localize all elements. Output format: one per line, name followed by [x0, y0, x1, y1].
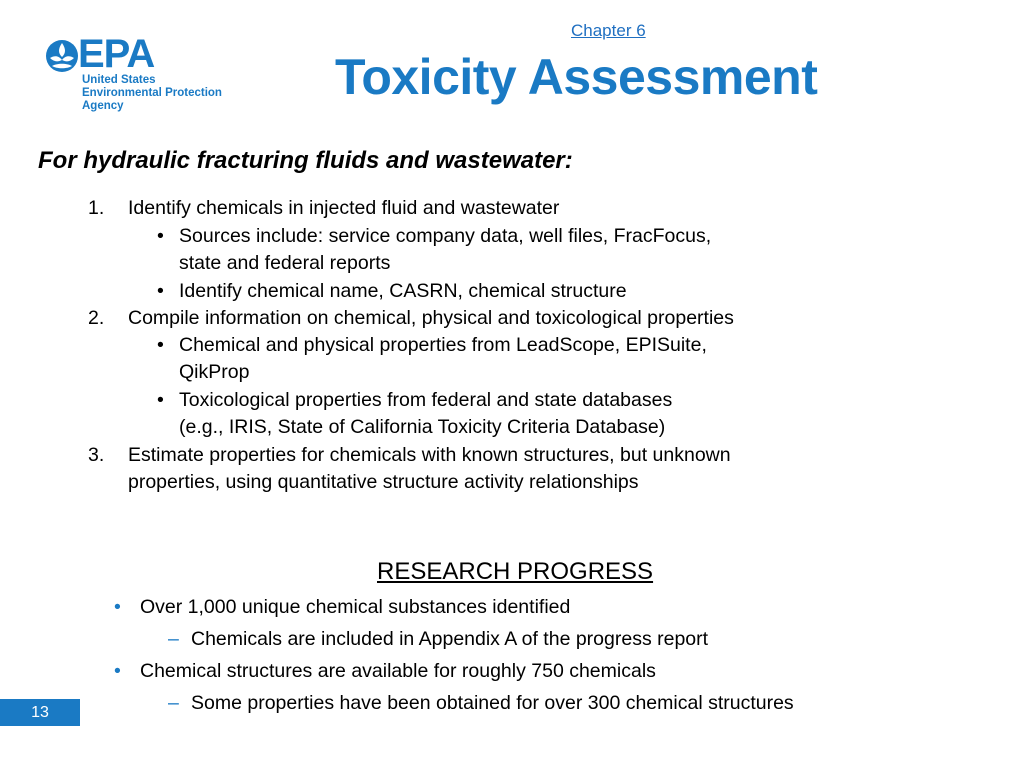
bullet-text: Chemical and physical properties from LeadScope, EPISuite,	[179, 334, 707, 356]
logo-wordmark: EPA	[78, 32, 155, 76]
step-text: Estimate properties for chemicals with known structures, but unknown	[128, 444, 731, 466]
bullet-text: Toxicological properties from federal and state databases	[179, 389, 673, 411]
progress-item-text: Chemical structures are available for roughly 750 chemicals	[140, 660, 656, 682]
bullet-icon: •	[157, 225, 164, 247]
progress-subitem-text: Some properties have been obtained for over 300 chemical structures	[191, 692, 794, 714]
progress-item-text: Over 1,000 unique chemical substances identified	[140, 596, 571, 618]
bullet-icon: •	[114, 596, 121, 618]
logo-line-1: United States	[82, 74, 156, 86]
bullet-text: (e.g., IRIS, State of California Toxicity Criteria Database)	[179, 416, 666, 438]
epa-logo	[44, 32, 244, 114]
research-progress-title: RESEARCH PROGRESS	[377, 558, 654, 585]
slide-title: Toxicity Assessment	[335, 49, 818, 105]
step-text: properties, using quantitative structure activity relationships	[128, 471, 639, 493]
logo-line-2: Environmental Protection	[82, 87, 222, 99]
chapter-link[interactable]: Chapter 6	[571, 21, 646, 40]
bullet-text: state and federal reports	[179, 252, 391, 274]
page-number: 13	[0, 699, 80, 726]
bullet-text: Sources include: service company data, well files, FracFocus,	[179, 225, 712, 247]
epa-flower-icon	[44, 38, 80, 74]
step-text: Compile information on chemical, physical and toxicological properties	[128, 307, 734, 329]
section-heading: For hydraulic fracturing fluids and wastewater:	[38, 147, 573, 174]
step-text: Identify chemicals in injected fluid and wastewater	[128, 197, 560, 219]
bullet-icon: •	[157, 389, 164, 411]
bullet-text: QikProp	[179, 361, 250, 383]
step-number: 2.	[88, 307, 105, 329]
step-number: 3.	[88, 444, 105, 466]
bullet-icon: •	[157, 280, 164, 302]
progress-subitem-text: Chemicals are included in Appendix A of the progress report	[191, 628, 709, 650]
step-number: 1.	[88, 197, 105, 219]
bullet-text: Identify chemical name, CASRN, chemical structure	[179, 280, 627, 302]
bullet-icon: •	[114, 660, 121, 682]
bullet-icon: •	[157, 334, 164, 356]
logo-line-3: Agency	[82, 100, 124, 112]
dash-icon: –	[168, 692, 179, 714]
dash-icon: –	[168, 628, 179, 650]
